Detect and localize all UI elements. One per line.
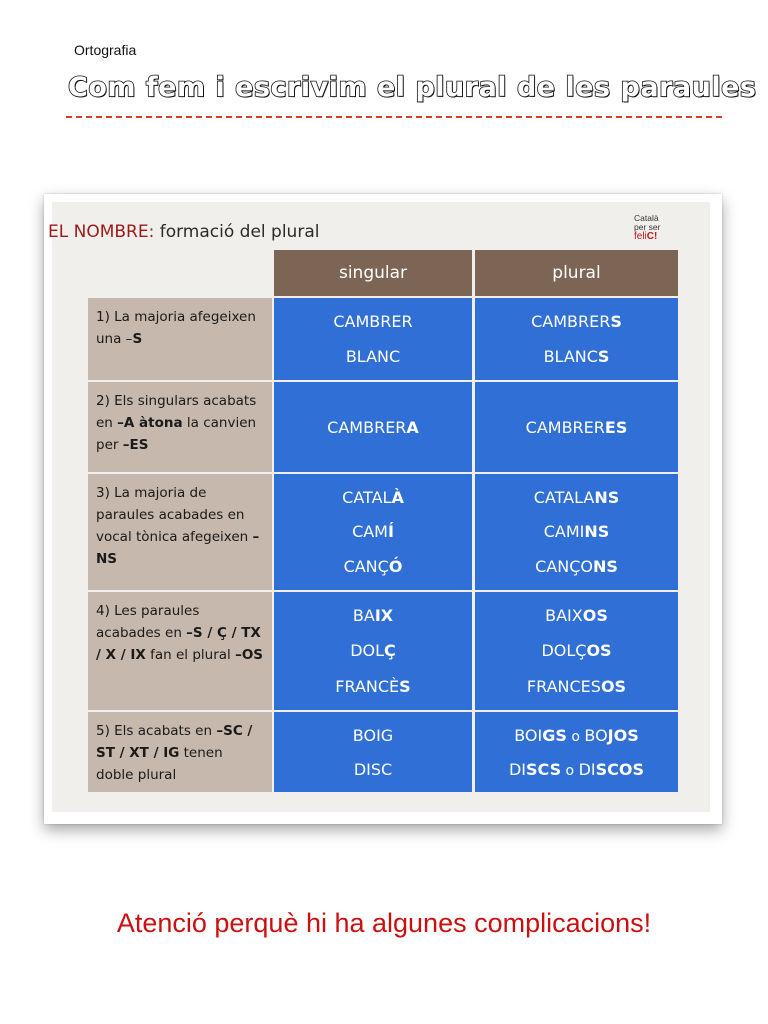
text-segment: –OS	[235, 647, 264, 663]
rule-description	[88, 382, 272, 472]
text-segment: BOIG	[352, 725, 394, 745]
text-segment: S	[132, 331, 143, 347]
text-segment: CAMBRER	[333, 312, 413, 331]
text-segment: NS	[592, 557, 618, 577]
text-segment: BA	[352, 606, 375, 626]
text-segment: –SC / ST / XT / IG	[96, 723, 253, 761]
plural-word	[544, 522, 610, 541]
text-segment: BOI	[514, 725, 543, 745]
singular-word	[342, 488, 404, 507]
text-segment: DISC	[353, 759, 393, 779]
text-segment: SCS	[526, 759, 562, 779]
text-segment: BO	[584, 725, 608, 745]
text-segment: A	[406, 417, 419, 437]
singular-word	[335, 677, 410, 696]
plural-cell	[475, 474, 678, 590]
text-segment: Í	[387, 522, 394, 542]
singular-cell	[274, 298, 472, 380]
title-underline	[66, 116, 722, 118]
plural-word	[541, 641, 611, 660]
singular-word	[344, 557, 403, 576]
text-segment: 4) Les paraules acabades en	[96, 603, 200, 641]
text-segment: o	[566, 728, 585, 745]
text-segment: CATALA	[533, 487, 595, 507]
text-segment: –S / Ç / TX / X / IX	[96, 625, 261, 663]
plural-word	[514, 726, 639, 745]
category-label: Ortografia	[74, 42, 137, 58]
plural-cell	[475, 382, 678, 472]
text-segment: 2) Els singulars acabats en	[96, 393, 257, 431]
text-segment: GS	[542, 725, 567, 745]
text-segment: OS	[586, 641, 612, 661]
brand-line-3	[634, 232, 660, 241]
singular-word	[327, 418, 419, 437]
plural-word	[534, 488, 620, 507]
text-segment: CAM	[352, 522, 388, 542]
rule-description	[88, 712, 272, 792]
text-segment: –NS	[96, 529, 260, 567]
table-title	[48, 222, 319, 242]
plural-word	[526, 418, 628, 437]
text-segment: CAMBRER	[531, 312, 611, 331]
text-segment: CANÇO	[535, 557, 593, 577]
plural-word	[509, 760, 644, 779]
text-segment: S	[399, 676, 411, 696]
text-segment: CAMI	[543, 522, 585, 542]
text-segment: FRANCES	[526, 676, 601, 696]
text-segment: 1) La majoria afegeixen una –	[96, 309, 256, 347]
plural-word	[544, 347, 610, 366]
plural-cell	[475, 712, 678, 792]
text-segment: fan el plural	[145, 647, 236, 663]
text-segment: DOLÇ	[541, 641, 587, 661]
text-segment: JOS	[607, 725, 639, 745]
text-segment: –ES	[122, 437, 149, 453]
text-segment: SCOS	[595, 759, 645, 779]
singular-cell	[274, 592, 472, 710]
singular-word	[346, 347, 400, 366]
text-segment: NS	[594, 487, 620, 507]
text-segment: CAMBRER	[525, 417, 605, 437]
rule-description	[88, 298, 272, 380]
plural-word	[535, 557, 618, 576]
singular-word	[353, 726, 393, 745]
plural-word	[527, 677, 626, 696]
singular-cell	[274, 382, 472, 472]
brand-line-3a: feli	[634, 231, 647, 242]
text-segment: DOL	[350, 641, 385, 661]
text-segment: tenen doble plural	[96, 745, 223, 783]
column-header-plural: plural	[475, 250, 678, 296]
column-header-singular: singular	[274, 250, 472, 296]
footer-note: Atenció perquè hi ha algunes complicacions!	[116, 908, 652, 938]
text-segment: BLANC	[345, 347, 401, 366]
rule-description	[88, 592, 272, 710]
singular-word	[350, 641, 396, 660]
plural-cell	[475, 592, 678, 710]
brand-line-1: Català	[634, 213, 659, 223]
text-segment: NS	[584, 522, 610, 542]
text-segment: –A àtona	[117, 415, 183, 431]
brand-line-2: per ser	[634, 222, 661, 232]
text-segment: OS	[600, 676, 627, 696]
brand-line-3b: C!	[646, 231, 658, 242]
text-segment: BAIX	[545, 606, 583, 626]
text-segment: S	[610, 312, 622, 331]
text-segment: 3) La majoria de paraules acabades en vocal tònica afegeixen	[96, 485, 253, 545]
singular-word	[353, 606, 393, 625]
singular-word	[352, 522, 394, 541]
text-segment: 5) Els acabats en	[96, 723, 217, 739]
text-segment: o	[561, 762, 579, 779]
text-segment: OS	[582, 606, 608, 626]
singular-cell	[274, 712, 472, 792]
plural-cell	[475, 298, 678, 380]
text-segment: DI	[578, 759, 596, 779]
table-title-prefix: EL NOMBRE:	[48, 222, 155, 242]
text-segment: BLANC	[543, 347, 598, 366]
table-title-rest: formació del plural	[154, 222, 320, 242]
singular-cell	[274, 474, 472, 590]
text-segment: IX	[374, 606, 394, 626]
plural-word	[531, 312, 622, 331]
text-segment: Ç	[384, 641, 396, 661]
page-title: Com fem i escrivim el plural de les paraules	[68, 72, 757, 103]
text-segment: ES	[604, 417, 628, 437]
text-segment: FRANCÈ	[335, 676, 400, 696]
text-segment: CAMBRER	[327, 417, 407, 437]
rule-description	[88, 474, 272, 590]
brand-logo	[634, 214, 660, 241]
text-segment: CATAL	[342, 487, 392, 507]
text-segment: CANÇ	[343, 557, 389, 577]
text-segment: DI	[508, 759, 527, 779]
text-segment: À	[391, 487, 404, 507]
text-segment: S	[597, 347, 610, 366]
plural-word	[545, 606, 608, 625]
singular-word	[354, 760, 392, 779]
text-segment: Ó	[388, 557, 403, 577]
text-segment: la canvien per	[96, 415, 257, 453]
singular-word	[333, 312, 412, 331]
